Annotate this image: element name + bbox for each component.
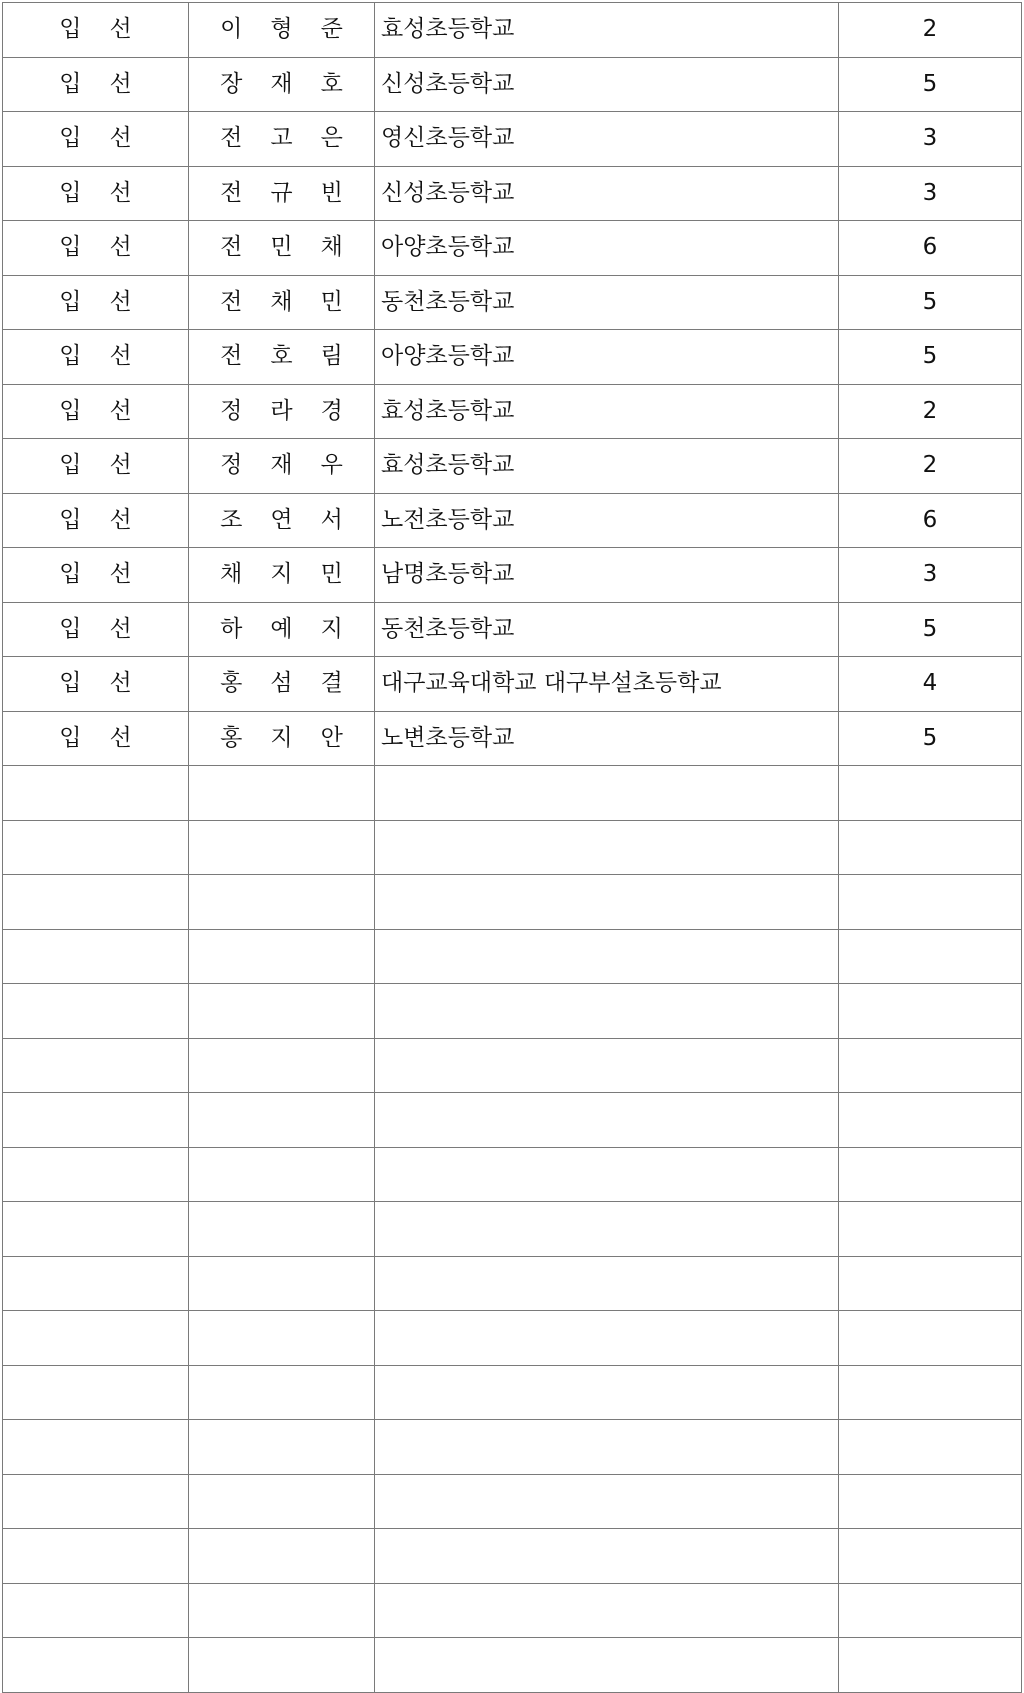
student-name-cell (189, 984, 375, 1039)
student-name-cell: 홍 지 안 (189, 711, 375, 766)
grade-cell: 6 (839, 493, 1022, 548)
grade-cell: 3 (839, 112, 1022, 167)
student-name-cell: 전 채 민 (189, 275, 375, 330)
table-row (3, 166, 1022, 221)
grade-cell (839, 1420, 1022, 1475)
student-name-cell: 전 고 은 (189, 112, 375, 167)
table-row (3, 548, 1022, 603)
award-cell (3, 875, 189, 930)
table-row (3, 275, 1022, 330)
student-name-cell: 장 재 호 (189, 57, 375, 112)
student-name-cell (189, 1638, 375, 1693)
school-cell: 영신초등학교 (375, 112, 839, 167)
table-row (3, 602, 1022, 657)
grade-cell (839, 1202, 1022, 1257)
grade-cell (839, 1038, 1022, 1093)
school-cell: 효성초등학교 (375, 439, 839, 494)
school-cell: 동천초등학교 (375, 602, 839, 657)
table-row (3, 1583, 1022, 1638)
award-cell (3, 984, 189, 1039)
student-name-cell: 이 형 준 (189, 3, 375, 58)
grade-cell: 2 (839, 439, 1022, 494)
award-cell (3, 820, 189, 875)
table-row (3, 1202, 1022, 1257)
grade-cell: 2 (839, 3, 1022, 58)
school-cell (375, 1638, 839, 1693)
school-cell (375, 984, 839, 1039)
grade-cell (839, 1311, 1022, 1366)
grade-cell (839, 1583, 1022, 1638)
student-name-cell (189, 1256, 375, 1311)
award-cell: 입 선 (3, 166, 189, 221)
award-cell (3, 1202, 189, 1257)
school-cell: 남명초등학교 (375, 548, 839, 603)
school-cell (375, 929, 839, 984)
table-row (3, 1093, 1022, 1148)
grade-cell (839, 766, 1022, 821)
student-name-cell: 하 예 지 (189, 602, 375, 657)
table-row (3, 1147, 1022, 1202)
student-name-cell: 조 연 서 (189, 493, 375, 548)
table-row (3, 929, 1022, 984)
school-cell (375, 1529, 839, 1584)
grade-cell: 5 (839, 57, 1022, 112)
grade-cell (839, 1474, 1022, 1529)
student-name-cell (189, 1365, 375, 1420)
award-cell (3, 1529, 189, 1584)
student-name-cell (189, 766, 375, 821)
table-row (3, 820, 1022, 875)
student-name-cell (189, 1147, 375, 1202)
award-cell (3, 1256, 189, 1311)
grade-cell (839, 820, 1022, 875)
school-cell: 대구교육대학교 대구부설초등학교 (375, 657, 839, 712)
award-cell (3, 1583, 189, 1638)
grade-cell: 5 (839, 711, 1022, 766)
award-cell: 입 선 (3, 3, 189, 58)
school-cell: 노변초등학교 (375, 711, 839, 766)
school-cell (375, 1420, 839, 1475)
award-cell: 입 선 (3, 493, 189, 548)
table-row (3, 439, 1022, 494)
student-name-cell: 전 규 빈 (189, 166, 375, 221)
school-cell (375, 1474, 839, 1529)
school-cell (375, 1093, 839, 1148)
award-cell (3, 1093, 189, 1148)
award-cell: 입 선 (3, 384, 189, 439)
student-name-cell (189, 1202, 375, 1257)
grade-cell (839, 875, 1022, 930)
grade-cell: 5 (839, 275, 1022, 330)
table-row (3, 384, 1022, 439)
school-cell (375, 1311, 839, 1366)
school-cell: 아양초등학교 (375, 330, 839, 385)
student-name-cell (189, 929, 375, 984)
grade-cell (839, 1256, 1022, 1311)
table-row (3, 1365, 1022, 1420)
student-name-cell: 정 라 경 (189, 384, 375, 439)
table-row (3, 657, 1022, 712)
school-cell: 효성초등학교 (375, 3, 839, 58)
student-name-cell (189, 875, 375, 930)
table-row (3, 57, 1022, 112)
award-cell: 입 선 (3, 548, 189, 603)
grade-cell (839, 929, 1022, 984)
table-row (3, 493, 1022, 548)
grade-cell: 6 (839, 221, 1022, 276)
student-name-cell: 전 호 림 (189, 330, 375, 385)
school-cell: 아양초등학교 (375, 221, 839, 276)
award-cell: 입 선 (3, 275, 189, 330)
table-row (3, 875, 1022, 930)
table-row (3, 1638, 1022, 1693)
student-name-cell (189, 1474, 375, 1529)
school-cell (375, 820, 839, 875)
table-row (3, 3, 1022, 58)
student-name-cell (189, 820, 375, 875)
award-cell (3, 1311, 189, 1366)
school-cell: 신성초등학교 (375, 166, 839, 221)
school-cell (375, 766, 839, 821)
school-cell: 신성초등학교 (375, 57, 839, 112)
table-row (3, 1420, 1022, 1475)
award-cell (3, 1147, 189, 1202)
grade-cell: 2 (839, 384, 1022, 439)
table-row (3, 112, 1022, 167)
table-row (3, 1529, 1022, 1584)
student-name-cell (189, 1420, 375, 1475)
grade-cell: 5 (839, 602, 1022, 657)
award-cell: 입 선 (3, 602, 189, 657)
table-row (3, 1038, 1022, 1093)
school-cell: 노전초등학교 (375, 493, 839, 548)
table-row (3, 1474, 1022, 1529)
grade-cell: 5 (839, 330, 1022, 385)
student-name-cell (189, 1038, 375, 1093)
grade-cell: 3 (839, 166, 1022, 221)
school-cell (375, 1365, 839, 1420)
award-cell (3, 1638, 189, 1693)
grade-cell (839, 1147, 1022, 1202)
award-list-table (2, 2, 1022, 1693)
award-cell (3, 929, 189, 984)
award-cell: 입 선 (3, 439, 189, 494)
table-row (3, 1256, 1022, 1311)
student-name-cell (189, 1093, 375, 1148)
grade-cell (839, 984, 1022, 1039)
grade-cell: 4 (839, 657, 1022, 712)
table-row (3, 330, 1022, 385)
student-name-cell: 채 지 민 (189, 548, 375, 603)
school-cell (375, 875, 839, 930)
award-cell (3, 1420, 189, 1475)
award-cell: 입 선 (3, 57, 189, 112)
student-name-cell: 정 재 우 (189, 439, 375, 494)
table-row (3, 1311, 1022, 1366)
grade-cell (839, 1529, 1022, 1584)
student-name-cell (189, 1583, 375, 1638)
award-cell: 입 선 (3, 112, 189, 167)
student-name-cell (189, 1311, 375, 1366)
grade-cell (839, 1638, 1022, 1693)
table-row (3, 766, 1022, 821)
award-cell (3, 1038, 189, 1093)
school-cell: 동천초등학교 (375, 275, 839, 330)
grade-cell (839, 1093, 1022, 1148)
table-row (3, 711, 1022, 766)
school-cell (375, 1256, 839, 1311)
award-cell: 입 선 (3, 711, 189, 766)
award-cell (3, 766, 189, 821)
award-cell: 입 선 (3, 330, 189, 385)
student-name-cell: 홍 섬 결 (189, 657, 375, 712)
student-name-cell (189, 1529, 375, 1584)
school-cell: 효성초등학교 (375, 384, 839, 439)
award-list-body (3, 3, 1022, 1693)
award-cell: 입 선 (3, 221, 189, 276)
award-cell (3, 1474, 189, 1529)
school-cell (375, 1583, 839, 1638)
grade-cell (839, 1365, 1022, 1420)
table-row (3, 221, 1022, 276)
table-row (3, 984, 1022, 1039)
award-cell (3, 1365, 189, 1420)
school-cell (375, 1147, 839, 1202)
grade-cell: 3 (839, 548, 1022, 603)
school-cell (375, 1038, 839, 1093)
school-cell (375, 1202, 839, 1257)
award-cell: 입 선 (3, 657, 189, 712)
student-name-cell: 전 민 채 (189, 221, 375, 276)
